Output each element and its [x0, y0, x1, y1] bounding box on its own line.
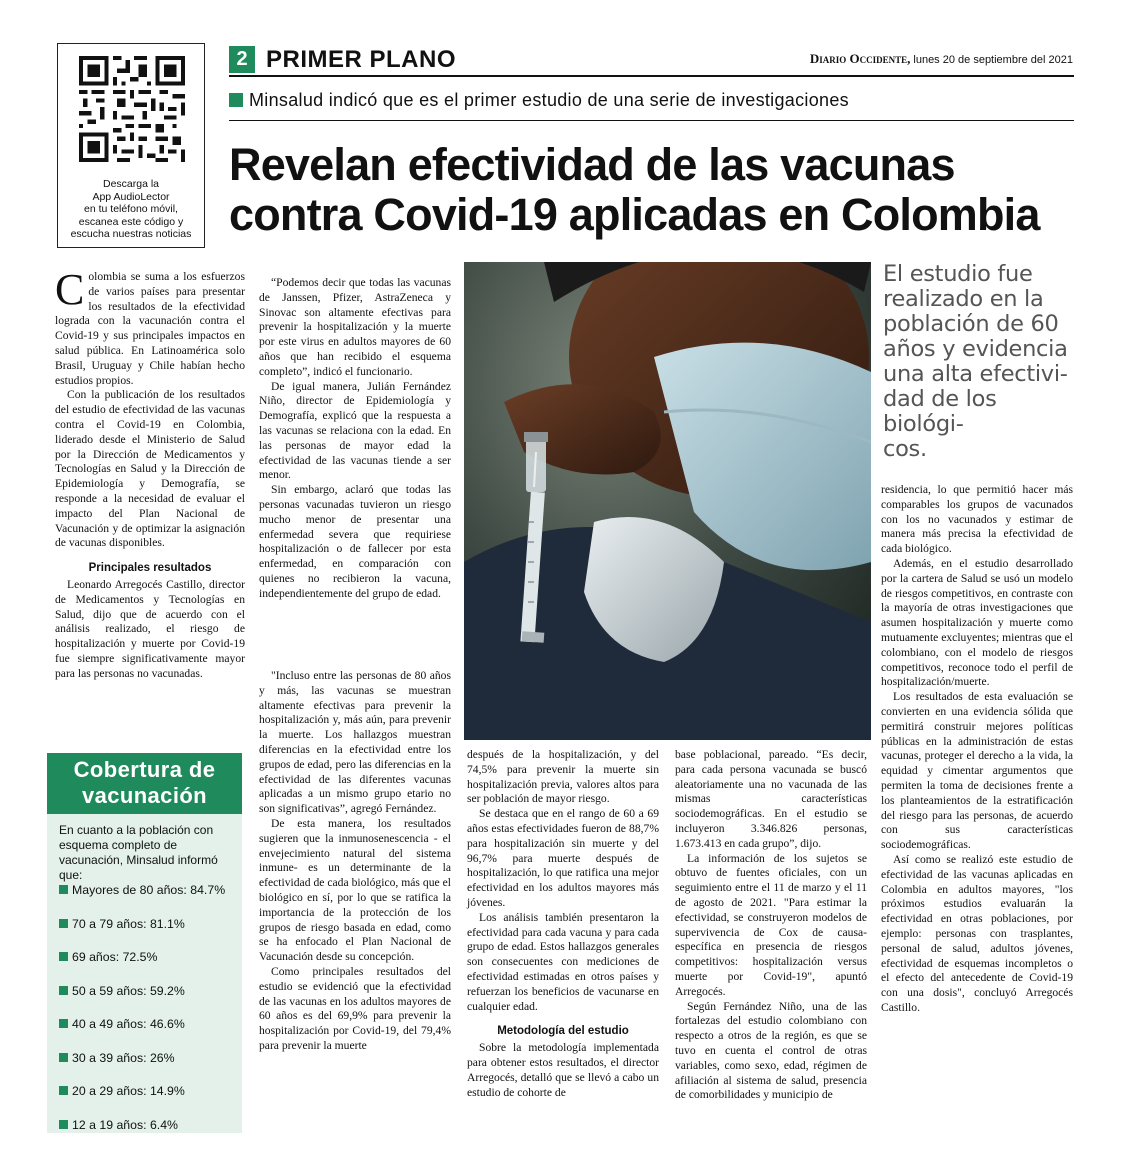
article-paragraph: Como principales resultados del estudio se evidenció que la efectividad de las vacunas en los adultos mayores de 60 años es del 69,9% para prevenir la hospitalización por Covid-19, del 79,4% para prevenir la muerte	[259, 964, 451, 1052]
article-paragraph: De esta manera, los resultados sugieren que la inmunosenescencia - el envejecimiento natural del sistema inmune- es un determinante de la efectividad de cada biológico, más que el biológico en sí, por lo que se ratifica la importancia de la protección de los grupos de riesgo basada en edad, como se ha enfocado el Plan Nacional de Vacunación desde su concepción.	[259, 816, 451, 964]
list-item: 50 a 59 años: 59.2%	[59, 984, 236, 1018]
article-paragraph: Con la publicación de los resultados del estudio de efectividad de las vacunas contra el Covid-19 en Colombia, liderado desde el Ministerio de Salud por la Dirección de Medicamentos y Tecnologías en Salud y la Dirección de Epidemiología y Demografía, se responde a la necesidad de evaluar el impacto del Plan Nacional de Vacunación y de optimizar la asignación de vacunas disponibles.	[55, 388, 245, 550]
list-item: 40 a 49 años: 46.6%	[59, 1017, 236, 1051]
article-paragraph: Sobre la metodología implementada para obtener estos resultados, el director Arregocés, detalló que se llevó a cabo un estudio de cohorte de	[467, 1041, 659, 1099]
subhead-principales-resultados: Principales resultados	[88, 562, 212, 575]
article-paragraph: Los análisis también presentaron la efectividad para cada vacuna y para cada grupo de edad. Estos hallazgos generales son consecuentes con mediciones de efectividad estimadas en otros países y refuerzan los beneficios de vacunarse en cualquier edad.	[467, 910, 659, 1013]
article-column-2-continued	[259, 669, 451, 1054]
page-number: 2	[229, 46, 255, 73]
bullet-square-icon	[59, 1086, 68, 1095]
article-paragraph: Los resultados de esta evaluación se convierten en una evidencia sólida que permitirá construir mejores políticas públicas en la administración de estas vacunas, proteger el derecho a la vida, la equidad y cimentar argumentos que permiten la toma de decisiones frente a los planteamientos de la estratificación del riesgo para las personas, de acuerdo con sus características sociodemográficas.	[881, 690, 1073, 852]
article-paragraph: residencia, lo que permitió hacer más comparables los grupos de vacunados con los no vacunados y estimar de manera más precisa la efectividad de cada biológico.	[881, 483, 1073, 556]
vaccine-photo-illustration	[464, 262, 871, 740]
list-item: 70 a 79 años: 81.1%	[59, 917, 236, 951]
issue-date: lunes 20 de septiembre del 2021	[910, 54, 1073, 66]
article-paragraph: Se destaca que en el rango de 60 a 69 años estas efectividades fueron de 88,7% para hospitalización sin muerte y del 96,7% para muerte después de hospitalización, lo que ratifica una mejor efectividad en los adultos mayores más jóvenes.	[467, 807, 659, 909]
article-paragraph: Además, en el estudio desarrollado por la cartera de Salud se usó un modelo de riesgos competitivos, en contraste con la mayoría de otras investigaciones que asumen hospitalización y muerte como mutuamente excluyentes; mientras que el colombiano, con el modelo de riesgos competitivos, reconoce todo el perfil de hospitalización/muerte.	[881, 556, 1073, 689]
article-paragraph: Leonardo Arregocés Castillo, director de Medicamentos y Tecnologías en Salud, dijo que de acuerdo con el análisis realizado, el riesgo de hospitalización y muerte por Covid-19 fue siempre significativamente mayor para las personas no vacunadas.	[55, 577, 245, 680]
headline: Revelan efectividad de las vacunas contra Covid-19 aplicadas en Colombia	[229, 139, 1040, 240]
article-paragraph: después de la hospitalización, y del 74,5% para prevenir la muerte sin hospitalización previa, valores altos para ser población de mayor riesgo.	[467, 748, 659, 806]
list-item: 69 años: 72.5%	[59, 950, 236, 984]
list-item: 30 a 39 años: 26%	[59, 1051, 236, 1085]
pull-quote: El estudio fue realizado en la población de 60 años y evidencia una alta efectivi- dad de los biológi- cos.	[883, 261, 1068, 462]
green-square-icon	[229, 93, 243, 107]
bullet-square-icon	[59, 1120, 68, 1129]
bullet-square-icon	[59, 1019, 68, 1028]
paper-name: Diario Occidente,	[809, 51, 911, 66]
coverage-sidebar	[47, 753, 242, 1133]
section-title: PRIMER PLANO	[266, 46, 457, 73]
sidebar-intro: En cuanto a la población con esquema completo de vacunación, Minsalud informó que:	[59, 823, 218, 882]
list-item: 12 a 19 años: 6.4%	[59, 1118, 236, 1152]
article-column-1	[55, 265, 245, 682]
article-column-5	[881, 483, 1073, 1016]
bullet-square-icon	[59, 952, 68, 961]
header-rule	[229, 75, 1074, 77]
kicker-rule	[229, 120, 1074, 121]
qr-promo-box	[57, 43, 205, 248]
article-paragraph: La información de los sujetos se obtuvo de fuentes oficiales, con un seguimiento entre el 11 de marzo y el 11 de agosto de 2021. "Para estimar la efectividad, se construyeron modelos de supervivencia de Cox de causa-específica en presencia de riesgos competitivos: hospitalización versus muerte por Covid-19", apuntó Arregocés.	[675, 851, 867, 998]
article-paragraph: "Incluso entre las personas de 80 años y más, las vacunas se muestran altamente efectivas para prevenir la hospitalización y, más aún, para prevenir la muerte. Los hallazgos muestran diferencias en la efectividad entre los grupos de edad, pero las diferencias en la efectividad de las diferentes vacunas aplicadas a un mismo grupo etario no son significativas”, agregó Fernández.	[259, 669, 451, 816]
drop-cap: C	[55, 265, 85, 314]
article-paragraph: Colombia se suma a los esfuerzos de varios países para presentar los resultados de la efectividad lograda con la vacunación contra el Covid-19 y sus principales impactos en salud pública. En Latinoamérica solo Brasil, Uruguay y Chile habían hecho estudios propios.	[55, 265, 245, 387]
article-paragraph: “Podemos decir que todas las vacunas de Janssen, Pfizer, AstraZeneca y Sinovac son altamente efectivas para prevenir la hospitalización y la muerte por este virus en adultos mayores de 60 años que han recibido el esquema completo”, indicó el funcionario.	[259, 276, 451, 378]
article-paragraph: Según Fernández Niño, una de las fortalezas del estudio colombiano con respecto a otros de la región, es que se tuvo en cuenta el control de otras variables, como sexo, edad, régimen de afiliación al sistema de salud, presencia de comorbilidades y municipio de	[675, 999, 867, 1102]
masthead	[810, 51, 1073, 68]
article-column-4	[675, 748, 867, 1103]
list-item: Mayores de 80 años: 84.7%	[59, 883, 236, 917]
bullet-square-icon	[59, 885, 68, 894]
bullet-square-icon	[59, 986, 68, 995]
kicker	[229, 89, 849, 111]
bullet-square-icon	[59, 919, 68, 928]
sidebar-title: Cobertura de vacunación	[47, 753, 242, 814]
vaccine-photo	[464, 262, 871, 740]
kicker-text: Minsalud indicó que es el primer estudio de una serie de investigaciones	[249, 90, 849, 110]
subhead-metodologia: Metodología del estudio	[497, 1025, 629, 1038]
qr-caption: Descarga la App AudioLector en tu teléfono móvil, escanea este código y escucha nuestras noticias	[70, 178, 192, 240]
qr-code-icon	[79, 56, 185, 162]
article-paragraph: Así como se realizó este estudio de efectividad de las vacunas aplicadas en Colombia en adultos mayores, "los próximos estudios evaluarán la efectividad en otras poblaciones, por ejemplo: personas con trasplantes, personal de salud, adultos jóvenes, efectividad de esquemas incompletos o el efecto del antecedente de Covid-19 con una dosis", concluyó Arregocés Castillo.	[881, 852, 1073, 1014]
article-column-2	[259, 276, 451, 602]
article-column-3	[467, 748, 659, 1100]
article-paragraph: De igual manera, Julián Fernández Niño, director de Epidemiología y Demografía, explicó que la respuesta a las vacunas se relaciona con la edad. En las personas de mayor edad la efectividad de las vacunas tiende a ser menor.	[259, 379, 451, 482]
coverage-list	[47, 883, 242, 1151]
article-paragraph: Sin embargo, aclaró que todas las personas vacunadas tuvieron un riesgo mucho menor de presentar una enfermedad severa que requiriese hospitalización o de fallecer por esta enfermedad, en comparación con quienes no recibieron la vacuna, independientemente del grupo de edad.	[259, 483, 451, 600]
article-paragraph: base poblacional, pareado. “Es decir, para cada persona vacunada se buscó aleatoriamente una no vacunada de las mismas características sociodemográficas. En el estudio se incluyeron 3.346.826 personas, 1.673.413 en cada grupo”, dijo.	[675, 748, 867, 850]
list-item: 20 a 29 años: 14.9%	[59, 1084, 236, 1118]
bullet-square-icon	[59, 1053, 68, 1062]
